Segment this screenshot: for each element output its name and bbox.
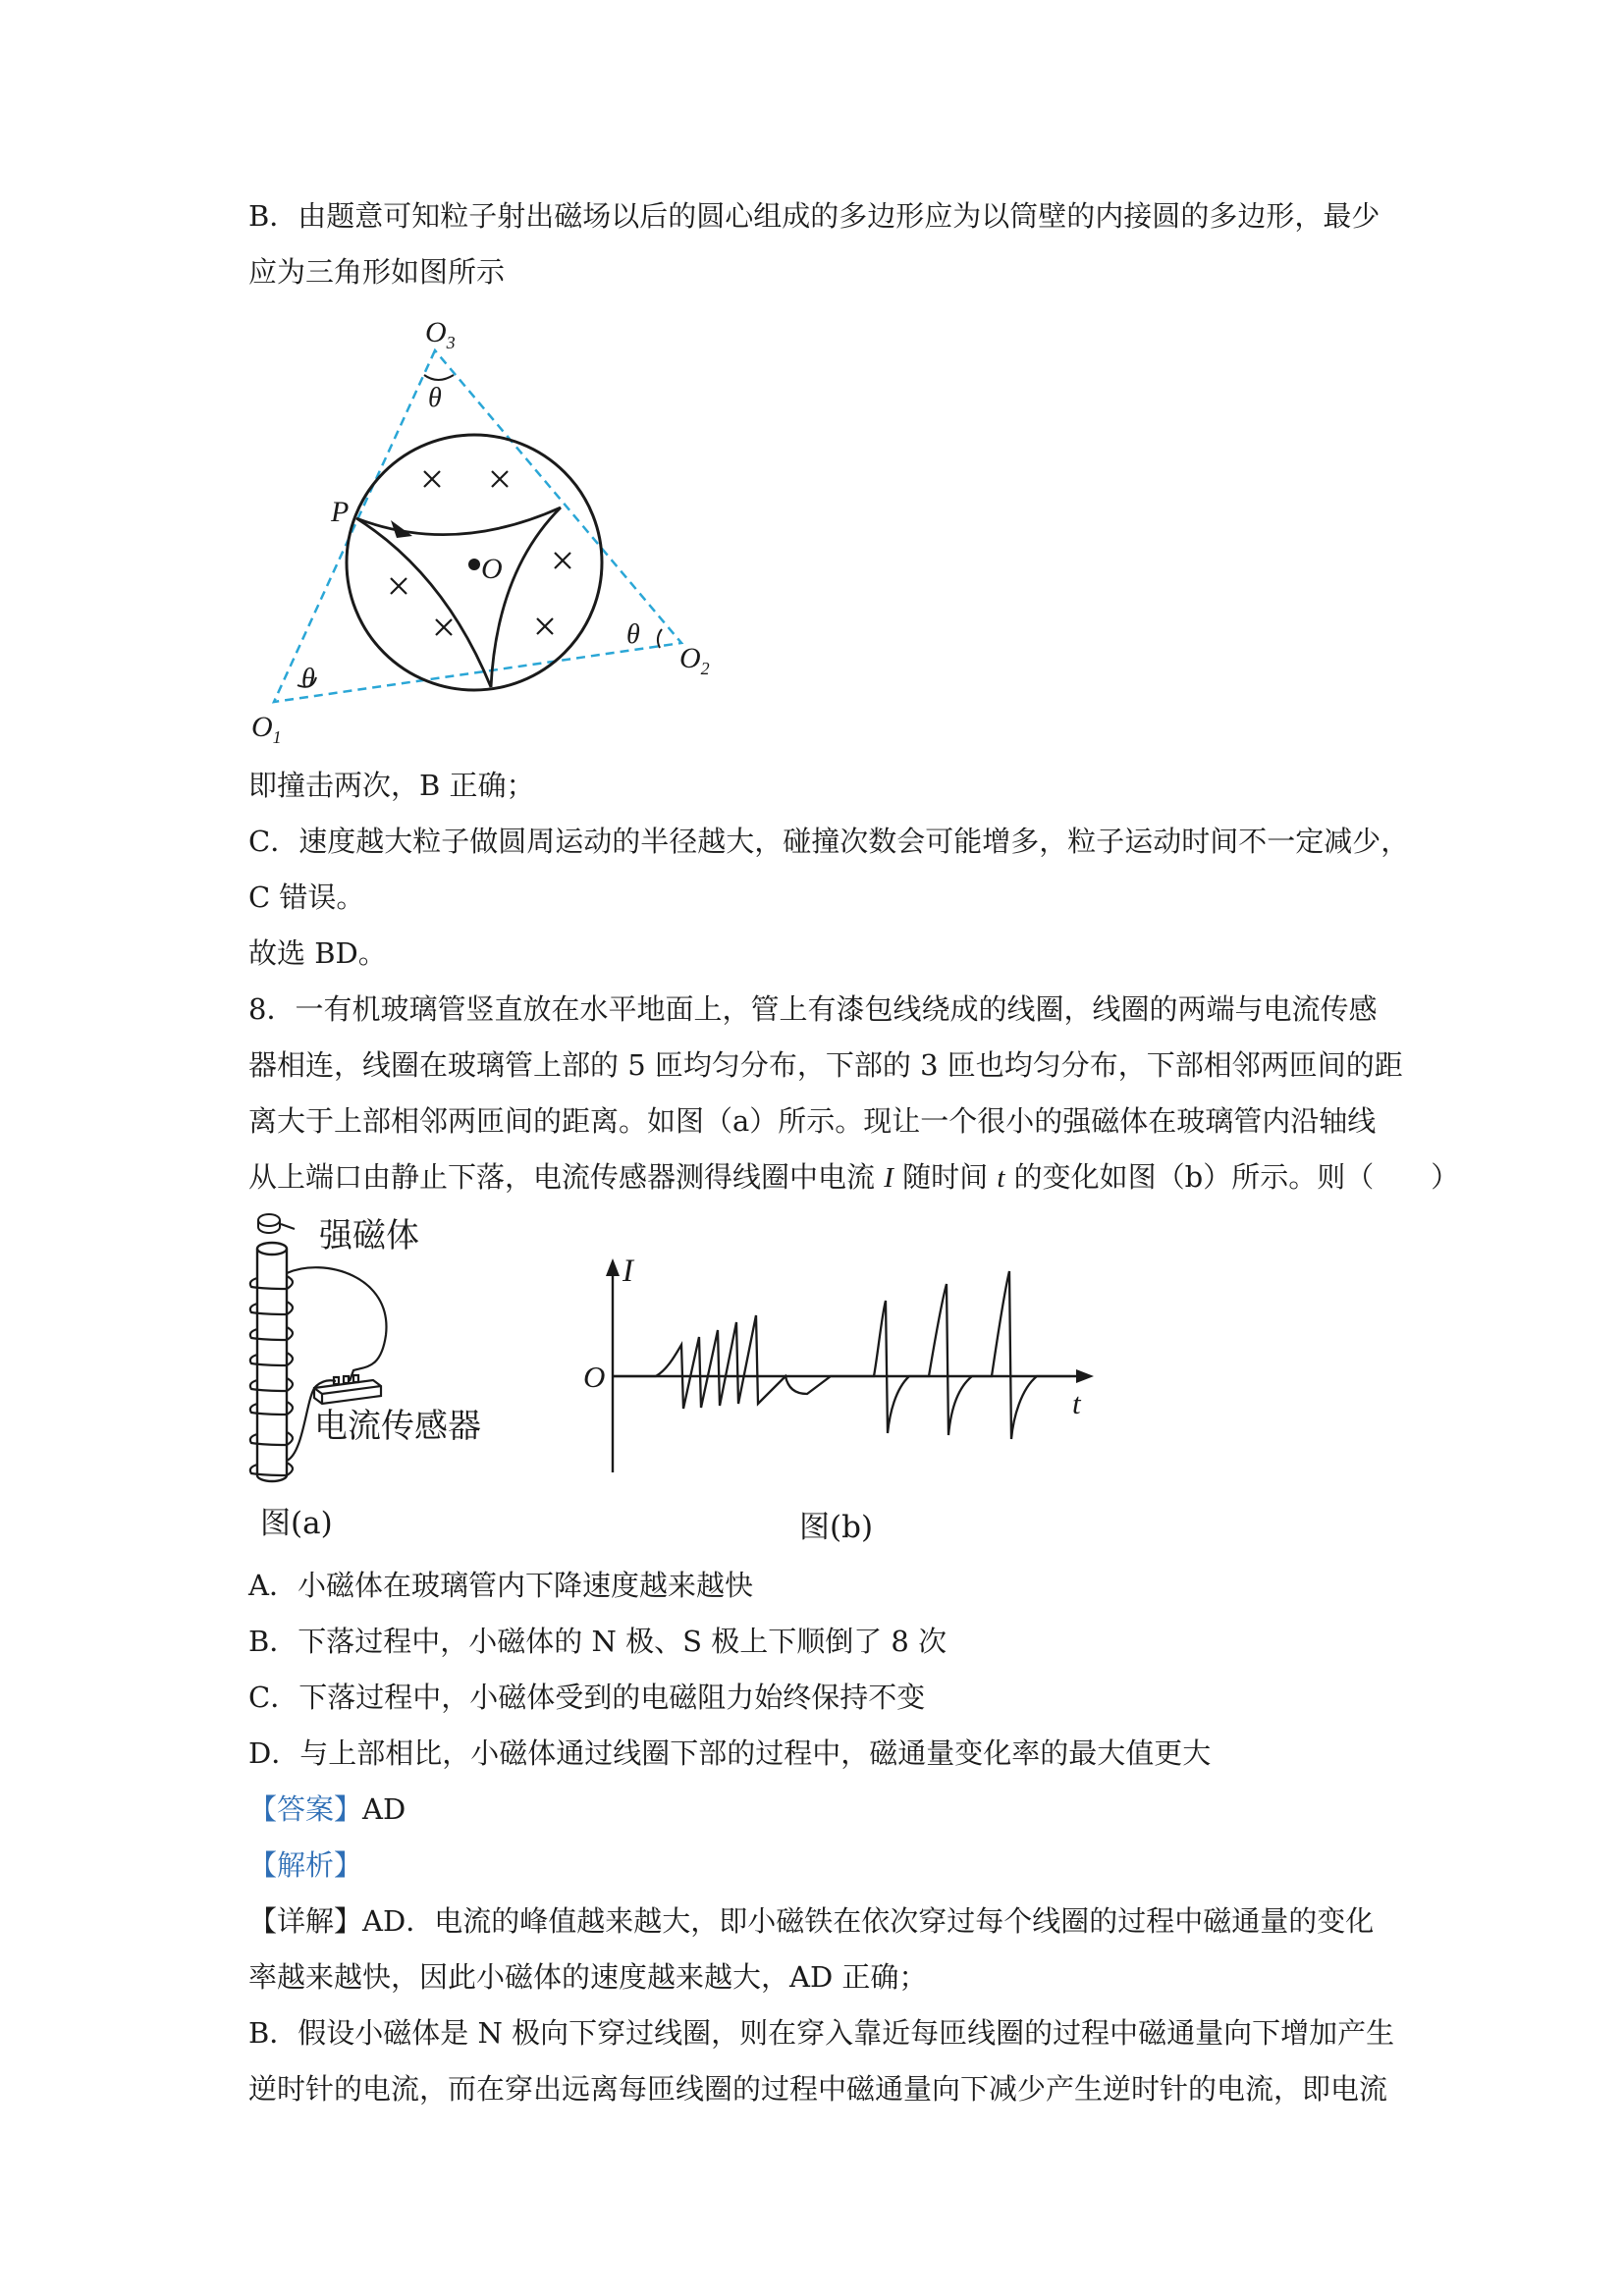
- symbol-t: t: [997, 1162, 1005, 1194]
- x-axis-arrow: [1076, 1369, 1094, 1383]
- question-8-line-3: 离大于上部相邻两匝间的距离。如图（a）所示。现让一个很小的强磁体在玻璃管内沿轴线: [248, 1104, 1377, 1138]
- label-o1: $O_1$: [251, 711, 282, 747]
- x-axis-label: t: [1072, 1386, 1081, 1420]
- para-b-line-1: B．由题意可知粒子射出磁场以后的圆心组成的多边形应为以筒壁的内接圆的多边形，最少: [248, 199, 1380, 233]
- para-b-line-2: 应为三角形如图所示: [248, 255, 506, 289]
- detail-line-1: 【详解】AD．电流的峰值越来越大，即小磁铁在依次穿过每个线圈的过程中磁通量的变化: [248, 1904, 1375, 1938]
- figure-b-caption: 图(b): [799, 1510, 874, 1545]
- option-b: B．下落过程中，小磁体的 N 极、S 极上下顺倒了 8 次: [248, 1625, 947, 1658]
- current-waveform: [613, 1271, 1070, 1439]
- magnet-label: 强磁体: [319, 1216, 419, 1255]
- choose-bd-line: 故选 BD。: [248, 936, 387, 970]
- option-a: A．小磁体在玻璃管内下降速度越来越快: [248, 1569, 753, 1602]
- y-axis-arrow: [606, 1258, 620, 1276]
- analysis-line: [248, 1845, 362, 1885]
- answer-value: AD: [362, 1792, 406, 1826]
- detail-tag: 【详解】: [248, 1904, 363, 1938]
- figure-a-caption: 图(a): [260, 1506, 333, 1541]
- detail-line-3: B．假设小磁体是 N 极向下穿过线圈，则在穿入靠近每匝线圈的过程中磁通量向下增加产生: [248, 2016, 1395, 2050]
- symbol-i: I: [884, 1162, 893, 1194]
- label-theta-o2: θ: [626, 619, 640, 650]
- label-center-o: O: [481, 553, 503, 585]
- option-d: D．与上部相比，小磁体通过线圈下部的过程中，磁通量变化率的最大值更大: [248, 1736, 1212, 1770]
- question-8-line-2: 器相连，线圈在玻璃管上部的 5 匝均匀分布，下部的 3 匝也均匀分布，下部相邻两匝间的距: [248, 1048, 1403, 1082]
- label-theta-o3: θ: [428, 383, 442, 413]
- sensor-label: 电流传感器: [314, 1407, 481, 1446]
- option-c-analysis-line-2: C 错误。: [248, 881, 365, 914]
- label-p: P: [331, 496, 350, 528]
- detail-line-2: 率越来越快，因此小磁体的速度越来越大，AD 正确；: [248, 1960, 928, 1994]
- question-8-line-4: 从上端口由静止下落，电流传感器测得线圈中电流 I 随时间 t 的变化如图（b）所示。则（ ）: [248, 1160, 1460, 1194]
- origin-label: O: [583, 1360, 606, 1394]
- question-8-line-1: 8．一有机玻璃管竖直放在水平地面上，管上有漆包线绕成的线圈，线圈的两端与电流传感: [248, 992, 1378, 1026]
- conclusion-b-line: 即撞击两次，B 正确；: [248, 769, 535, 802]
- answer-line: [248, 1789, 406, 1829]
- option-c-analysis-line-1: C．速度越大粒子做圆周运动的半径越大，碰撞次数会可能增多，粒子运动时间不一定减少，: [248, 825, 1410, 858]
- label-o2: $O_2$: [679, 642, 710, 678]
- option-c: C．下落过程中，小磁体受到的电磁阻力始终保持不变: [248, 1681, 926, 1714]
- y-axis-label: I: [623, 1254, 633, 1289]
- detail-line-4: 逆时针的电流，而在穿出远离每匝线圈的过程中磁通量向下减少产生逆时针的电流，即电流: [248, 2072, 1388, 2106]
- analysis-tag: 【解析】: [248, 1848, 363, 1882]
- answer-tag: 【答案】: [248, 1792, 363, 1826]
- label-theta-o1: θ: [301, 664, 315, 694]
- label-o3: $O_3$: [425, 316, 456, 352]
